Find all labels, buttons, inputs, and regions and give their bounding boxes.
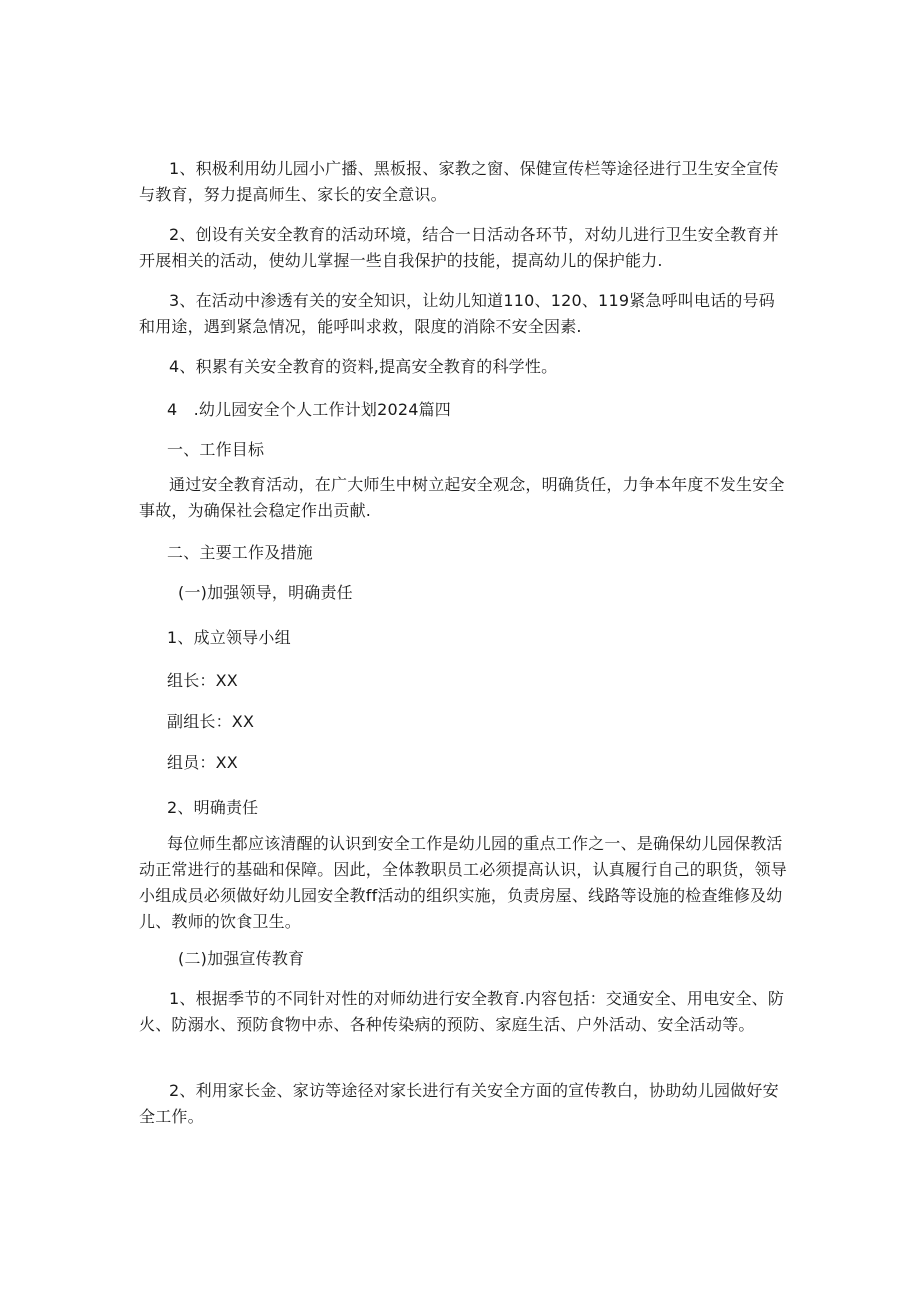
paragraph-season-education: 1、根据季节的不同针对性的对师幼进行安全教育.内容包括：交通安全、用电安全、防火、防溺水、预防食物中赤、各种传染病的预防、家庭生活、户外活动、安全活动等。 — [139, 989, 785, 1034]
subheading-publicity-education: (二)加强宣传教育 — [178, 949, 305, 968]
paragraph-materials: 4、积累有关安全教育的资料,提高安全教育的科学性。 — [169, 357, 558, 376]
paragraph-duty: 每位师生都应该清醒的认识到安全工作是幼儿园的重点工作之一、是确保幼儿园保教活动正常进行的基础和保障。因此，全体教职员工必须提高认识，认真履行自己的职货，领导小组成员必须做好幼儿园安全教ff活动的组织实施，负责房屋、线路等设施的检查维修及幼儿、教师的饮食卫生。 — [139, 834, 788, 931]
paragraph-publicity: 1、积极利用幼儿园小广播、黑板报、家教之窗、保健宣传栏等途径进行卫生安全宣传与教育，努力提高师生、家长的安全意识。 — [139, 159, 779, 204]
paragraph-knowledge: 3、在活动中渗透有关的安全知识，让幼儿知道110、120、119紧急呼叫电话的号码和用途，遇到紧急情况，能呼叫求救，限度的消除不安全因素. — [139, 291, 775, 336]
item-deputy-leader: 副组长：XX — [167, 712, 255, 731]
heading-main-work: 二、主要工作及措施 — [167, 543, 313, 562]
paragraph-environment: 2、创设有关安全教育的活动环境，结合一日活动各环节，对幼儿进行卫生安全教育并开展相关的活动，使幼儿掌握一些自我保护的技能，提高幼儿的保护能力. — [139, 225, 779, 270]
paragraph-goal: 通过安全教育活动，在广大师生中树立起安全观念，明确货任，力争本年度不发生安全事故，为确保社会稳定作出贡献. — [139, 475, 785, 520]
heading-work-goal: 一、工作目标 — [167, 440, 265, 459]
paragraph-parents: 2、利用家长金、家访等途径对家长进行有关安全方面的宣传教白，协助幼儿园做好安全工作。 — [139, 1081, 779, 1126]
item-member: 组员：XX — [167, 753, 238, 772]
subheading-leadership: (一)加强领导，明确责任 — [178, 583, 353, 602]
section-title: 4 .幼儿园安全个人工作计划2024篇四 — [167, 400, 451, 419]
item-leader-group: 1、成立领导小组 — [167, 628, 291, 647]
item-leader: 组长：XX — [167, 671, 238, 690]
item-clarify-duty: 2、明确责任 — [167, 798, 259, 817]
